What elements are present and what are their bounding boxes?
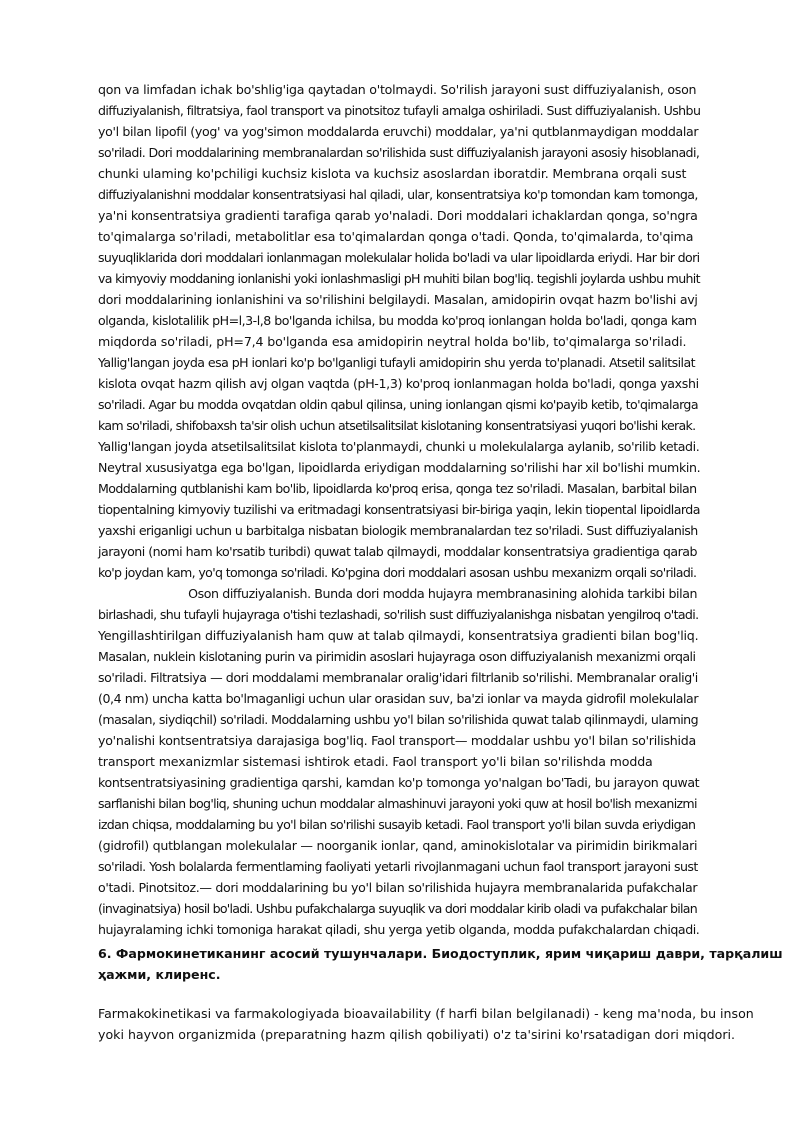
text-line: transport mexanizmlar sistemasi ishtirok etadi. Faol transport yo'li bilan so'rilishda modda (98, 754, 653, 769)
text-line: ko'p joydan kam, yo'q tomonga so'riladi. Ko'pgina dori moddalari asosan ushbu mexanizm orqali so'riladi. (98, 565, 697, 580)
text-line: diffuziyalanishni moddalar konsentratsiyasi hal qiladi, ular, konsentratsiya ko'p tomondan kam tomonga, (98, 187, 698, 202)
text-line: qon va limfadan ichak bo'shlig'iga qaytadan o'tolmaydi. So'rilish jarayoni sust diffuziyalanish, oson (98, 82, 697, 97)
text-line: suyuqliklarida dori moddalari ionlanmagan molekulalar holida bo'ladi va ular lipoidlarda eriydi. Har bir dori (98, 250, 700, 265)
text-line: Oson diffuziyalanish. Bunda dori modda hujayra membranasining alohida tarkibi bilan (98, 586, 698, 601)
text-line: birlashadi, shu tufayli hujayraga o'tishi tezlashadi, so'rilish sust diffuziyalanishga nisbatan yengilroq o'tadi. (98, 607, 699, 622)
text-line: diffuziyalanish, filtratsiya, faol transport va pinotsitoz tufayli amalga oshiriladi. Sust diffuziyalanish. Ushbu (98, 103, 701, 118)
text-line: jarayoni (nomi ham ko'rsatib turibdi) quwat talab qilmaydi, moddalar konsentratsiya gradientiga qarab (98, 544, 697, 559)
text-line: o'tadi. Pinotsitoz.— dori moddalarining bu yo'l bilan so'rilishida hujayra membranalarida pufakchalar (98, 880, 698, 895)
text-line: kam so'riladi, shifobaxsh ta'sir olish uchun atsetilsalitsilat kislotaning konsentratsiyasi yuqori bo'lishi kerak. (98, 418, 696, 433)
text-line: yoki hayvon organizmida (preparatning hazm qilish qobiliyati) o'z ta'sirini ko'rsatadigan dori miqdori. (98, 1027, 736, 1042)
text-line: Yallig'langan joyda atsetilsalitsilat kislota to'planmaydi, chunki u molekulalarga aylanib, so'rilib ketadi. (98, 439, 700, 454)
text-line: so'riladi. Dori moddalarining membranalardan so'rilishida sust diffuziyalanish jarayoni asosiy hisoblanadi, (98, 145, 700, 160)
text-line: yo'l bilan lipofil (yog' va yog'simon moddalarda eruvchi) moddalar, ya'ni qutblanmaydigan moddalar (98, 124, 699, 139)
text-line: izdan chiqsa, moddalarning bu yo'l bilan so'rilishi susayib ketadi. Faol transport yo'li bilan suvda eriydigan (98, 817, 696, 832)
text-line: so'riladi. Yosh bolalarda fermentlaming faoliyati yetarli rivojlanmagani uchun faol transport jarayoni sust (98, 859, 698, 874)
text-line: kislota ovqat hazm qilish avj olgan vaqtda (pH-1,3) ko'proq ionlanmagan holda bo'ladi, qonga yaxshi (98, 376, 699, 391)
text-line: sarflanishi bilan bog'liq, shuning uchun moddalar almashinuvi jarayoni yoki quw at hosil bo'lish mexanizmi (98, 796, 697, 811)
text-line: hujayralaming ichki tomoniga harakat qiladi, shu yerga yetib olganda, modda pufakchalardan chiqadi. (98, 922, 700, 937)
text-line: Neytral xususiyatga ega bo'lgan, lipoidlarda eriydigan moddalarning so'rilishi har xil bo'lishi mumkin. (98, 460, 701, 475)
text-line: (0,4 nm) uncha katta bo'lmaganligi uchun ular orasidan suv, ba'zi ionlar va mayda gidrofil molekulalar (98, 691, 699, 706)
text-line: miqdorda so'riladi, pH=7,4 bo'lganda esa amidopirin neytral holda bo'lib, to'qimalarga so'riladi. (98, 334, 687, 349)
text-line: so'riladi. Filtratsiya — dori moddalami membranalar oralig'idari filtrlanib so'rilishi. Membranalar oralig'i (98, 670, 698, 685)
text-line: tiopentalning kimyoviy tuzilishi va eritmadagi konsentratsiyasi bir-biriga yaqin, lekin tiopental lipoidlarda (98, 502, 700, 517)
text-line: dori moddalarining ionlanishini va so'rilishini belgilaydi. Masalan, amidopirin ovqat hazm bo'lishi avj (98, 292, 698, 307)
text-line: Yengillashtirilgan diffuziyalanish ham quw at talab qilmaydi, konsentratsiya gradienti bilan bog'liq. (98, 628, 699, 643)
text-line: Yallig'langan joyda esa pH ionlari ko'p bo'lganligi tufayli amidopirin shu yerda to'planadi. Atsetil salitsilat (98, 355, 696, 370)
text-line: to'qimalarga so'riladi, metabolitlar esa to'qimalardan qonga o'tadi. Qonda, to'qimalarda, to'qima (98, 229, 694, 244)
text-line: chunki ulaming ko'pchiligi kuchsiz kislota va kuchsiz asoslardan iboratdir. Membrana orqali sust (98, 166, 687, 181)
text-line: ya'ni konsentratsiya gradienti tarafiga qarab yo'naladi. Dori moddalari ichaklardan qonga, so'ngra (98, 208, 698, 223)
text-line: so'riladi. Agar bu modda ovqatdan oldin qabul qilinsa, uning ionlangan qismi ko'payib ketib, to'qimalarga (98, 397, 698, 412)
heading-line: 6. Фармокинетиканинг асосий тушунчалари. Биодоступлик, ярим чиқариш даври, тарқалиш (98, 946, 783, 961)
text-line: yaxshi eriganligi uchun u barbitalga nisbatan biologik membranalardan tez so'riladi. Sust diffuziyalanish (98, 523, 698, 538)
heading-line: ҳажми, клиренс. (98, 967, 221, 982)
text-line: yo'nalishi kontsentratsiya darajasiga bog'liq. Faol transport— moddalar ushbu yo'l bilan so'rilishida (98, 733, 696, 748)
text-line: (gidrofil) qutblangan molekulalar — noorganik ionlar, qand, aminokislotalar va pirimidin birikmalari (98, 838, 698, 853)
text-line: kontsentratsiyasining gradientiga qarshi, kamdan ko'p tomonga yo'nalgan bo'Tadi, bu jarayon quwat (98, 775, 700, 790)
text-line: Masalan, nuklein kislotaning purin va pirimidin asoslari hujayraga oson diffuziyalanish mexanizmi orqali (98, 649, 696, 664)
text-line: olganda, kislotalilik pH=l,3-l,8 bo'lganda ichilsa, bu modda ko'proq ionlangan holda bo'ladi, qonga kam (98, 313, 697, 328)
text-line: va kimyoviy moddaning ionlanishi yoki ionlashmasligi pH muhiti bilan bog'liq. tegishli joylarda ushbu muhit (98, 271, 700, 286)
text-line: (masalan, siydiqchil) so'riladi. Moddalarning ushbu yo'l bilan so'rilishida quwat talab qilinmaydi, ulaming (98, 712, 699, 727)
text-line: Moddalarning qutblanishi kam bo'lib, lipoidlarda ko'proq erisa, qonga tez so'riladi. Masalan, barbital bilan (98, 481, 697, 496)
text-line: (invaginatsiya) hosil bo'ladi. Ushbu pufakchalarga suyuqlik va dori moddalar kirib oladi va pufakchalar bilan (98, 901, 697, 916)
text-line: Farmakokinetikasi va farmakologiyada bioavailability (f harfi bilan belgilanadi) - keng ma'noda, bu inson (98, 1006, 754, 1021)
